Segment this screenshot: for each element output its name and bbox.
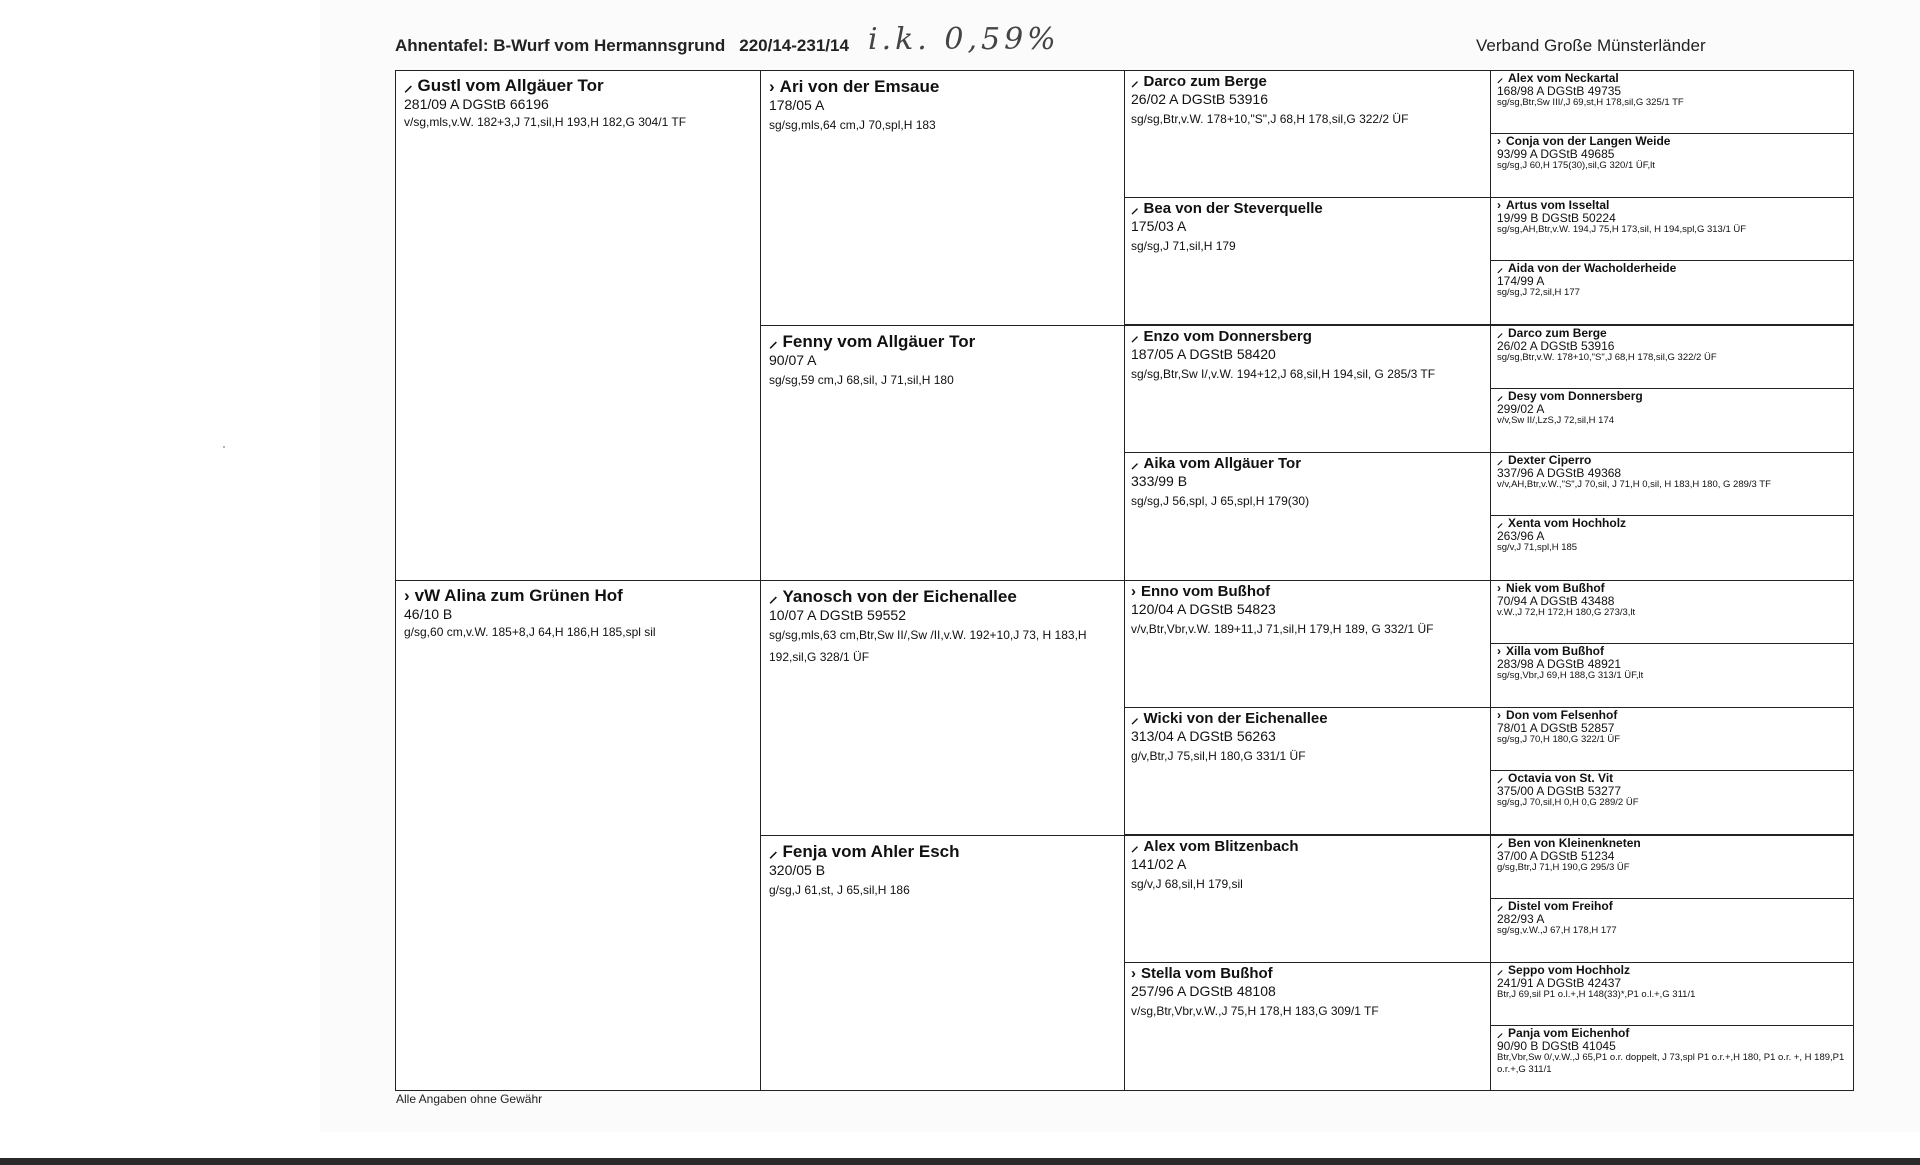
dog-name [1131,73,1484,91]
pedigree-box-gen4 [1490,452,1854,516]
sex-marker-icon: ⸝ [1497,326,1504,340]
sex-marker-icon: ⸝ [769,842,778,861]
performance-record: v/v,AH,Btr,v.W.,"S",J 70,sil, J 71,H 0,sil, H 183,H 180, G 289/3 TF [1497,479,1771,490]
registration-number: 313/04 A DGStB 56263 [1131,728,1276,744]
pedigree-box-gen2 [760,580,1125,836]
pedigree-box-gen2 [760,325,1125,581]
dog-name-text: Aida von der Wacholderheide [1508,261,1677,275]
sex-marker-icon: › [1497,198,1501,212]
performance-record: Btr,Vbr,Sw 0/,v.W.,J 65,P1 o.r. doppelt, J 73,spl P1 o.r.+,H 180, P1 o.r. +, H 189,P1 o.r.+,G 311/1 [1497,1052,1845,1075]
performance-record: v/sg,mls,v.W. 182+3,J 71,sil,H 193,H 182,G 304/1 TF [404,115,687,129]
dog-name [1131,200,1484,218]
pedigree-box-gen4 [1490,388,1854,453]
pedigree-box-gen4 [1490,707,1854,771]
dog-name-text: Enzo vom Donnersberg [1143,328,1312,345]
page-title [395,36,849,56]
registration-number: 70/94 A DGStB 43488 [1497,594,1615,608]
dog-name-text: Dexter Ciperro [1508,453,1592,467]
registration-number: 283/98 A DGStB 48921 [1497,657,1622,671]
performance-record: sg/sg,AH,Btr,v.W. 194,J 75,H 173,sil, H 194,spl,G 313/1 ÜF [1497,224,1747,235]
registration-number: 141/02 A [1131,856,1187,872]
dog-name [1497,900,1847,913]
performance-record: sg/sg,J 72,sil,H 177 [1497,287,1580,298]
dog-name [769,842,1116,862]
dog-name-text: Gustl vom Allgäuer Tor [417,76,604,95]
performance-record: sg/v,J 68,sil,H 179,sil [1131,877,1243,891]
performance-record: sg/sg,Vbr,J 69,H 188,G 313/1 ÜF,lt [1497,670,1644,681]
performance-record: sg/sg,mls,64 cm,J 70,spl,H 183 [769,118,936,132]
dog-name-text: Fenny vom Allgäuer Tor [782,332,976,351]
pedigree-box-gen1 [395,70,761,581]
dog-name [1131,328,1484,346]
performance-record: sg/sg,v.W.,J 67,H 178,H 177 [1497,925,1617,936]
registration-number: 175/03 A [1131,218,1187,234]
pedigree-box-gen3 [1124,580,1491,708]
pedigree-box-gen2 [760,835,1125,1091]
sex-marker-icon: › [404,586,410,605]
performance-record: g/sg,60 cm,v.W. 185+8,J 64,H 186,H 185,spl sil [404,625,656,639]
performance-record: sg/sg,J 70,sil,H 0,H 0,G 289/2 ÜF [1497,797,1639,808]
registration-number: 375/00 A DGStB 53277 [1497,784,1622,798]
performance-record: sg/sg,J 70,H 180,G 322/1 ÜF [1497,734,1621,745]
sex-marker-icon: ⸝ [404,76,413,95]
performance-record: v/v,Sw II/,LzS,J 72,sil,H 174 [1497,415,1615,426]
registration-number: 37/00 A DGStB 51234 [1497,849,1615,863]
pedigree-box-gen4 [1490,260,1854,325]
pedigree-box-gen4 [1490,1025,1854,1091]
sex-marker-icon: ⸝ [1497,453,1504,467]
sex-marker-icon: ⸝ [769,332,778,351]
dog-name-text: Fenja vom Ahler Esch [782,842,960,861]
dog-name-text: vW Alina zum Grünen Hof [414,586,623,605]
dog-name [1131,710,1484,728]
pedigree-box-gen4 [1490,325,1854,389]
dog-name [404,76,752,96]
dog-name-text: Alex vom Neckartal [1508,71,1619,85]
dog-name-text: Yanosch von der Eichenallee [782,587,1017,606]
dog-name [1131,838,1484,856]
registration-number: 257/96 A DGStB 48108 [1131,983,1276,999]
registration-number: 178/05 A [769,97,825,113]
dog-name-text: Ari von der Emsaue [779,77,940,96]
title-text: Ahnentafel: B-Wurf vom Hermannsgrund [395,36,726,55]
performance-record: sg/sg,J 60,H 175(30),sil,G 320/1 ÜF,lt [1497,160,1655,171]
pedigree-box-gen4 [1490,580,1854,644]
sex-marker-icon: ⸝ [1131,200,1139,217]
dog-name-text: Xenta vom Hochholz [1508,516,1627,530]
performance-record: g/sg,Btr,J 71,H 190,G 295/3 ÜF [1497,862,1630,873]
dog-name-text: Conja von der Langen Weide [1506,134,1671,148]
sex-marker-icon: ⸝ [1497,71,1504,85]
dog-name-text: Niek vom Bußhof [1506,581,1605,595]
registration-number: 46/10 B [404,606,453,622]
scan-speck [223,446,225,448]
performance-record: g/sg,J 61,st, J 65,sil,H 186 [769,883,910,897]
dog-name-text: Alex vom Blitzenbach [1143,838,1299,855]
pedigree-box-gen1 [395,580,761,1091]
dog-name-text: Wicki von der Eichenallee [1143,710,1328,727]
registration-number: 26/02 A DGStB 53916 [1131,91,1268,107]
performance-record: sg/sg,Btr,v.W. 178+10,"S",J 68,H 178,sil,G 322/2 ÜF [1497,352,1717,363]
registration-number: 78/01 A DGStB 52857 [1497,721,1615,735]
pedigree-box-gen4 [1490,643,1854,708]
dog-name-text: Bea von der Steverquelle [1143,200,1323,217]
pedigree-box-gen2 [760,70,1125,326]
sex-marker-icon: ⸝ [1497,261,1504,275]
sex-marker-icon: ⸝ [1131,838,1139,855]
sex-marker-icon: ⸝ [1131,455,1139,472]
organization-name: Verband Große Münsterländer [1476,36,1706,55]
registration-number: 187/05 A DGStB 58420 [1131,346,1276,362]
pedigree-box-gen4 [1490,962,1854,1026]
sex-marker-icon: › [1497,134,1501,148]
pedigree-box-gen4 [1490,835,1854,899]
dog-name [769,332,1116,352]
pedigree-box-gen3 [1124,707,1491,835]
sex-marker-icon: ⸝ [1131,73,1139,90]
pedigree-box-gen3 [1124,197,1491,325]
performance-record: sg/sg,Btr,v.W. 178+10,"S",J 68,H 178,sil,G 322/2 ÜF [1131,112,1409,126]
pedigree-box-gen4 [1490,515,1854,581]
dog-name-text: Panja vom Eichenhof [1508,1026,1630,1040]
performance-record: v/sg,Btr,Vbr,v.W.,J 75,H 178,H 183,G 309/1 TF [1131,1004,1379,1018]
registration-number: 333/99 B [1131,473,1188,489]
performance-record: sg/sg,J 56,spl, J 65,spl,H 179(30) [1131,494,1310,508]
handwritten-note: i.k. 0,59% [868,22,1060,57]
sex-marker-icon: › [1131,583,1136,600]
dog-name-text: Desy vom Donnersberg [1508,389,1643,403]
performance-record: sg/sg,mls,63 cm,Btr,Sw II/,Sw /II,v.W. 192+10,J 73, H 183,H 192,sil,G 328/1 ÜF [769,628,1087,664]
performance-record: g/v,Btr,J 75,sil,H 180,G 331/1 ÜF [1131,749,1306,763]
sex-marker-icon: ⸝ [1497,836,1504,850]
dog-name [1131,455,1484,473]
registration-number: 281/09 A DGStB 66196 [404,96,549,112]
sex-marker-icon: ⸝ [769,587,778,606]
registration-number: 168/98 A DGStB 49735 [1497,84,1622,98]
dog-name-text: Xilla vom Bußhof [1506,644,1605,658]
dog-name-text: Distel vom Freihof [1508,899,1613,913]
pedigree-box-gen4 [1490,70,1854,134]
registration-number: 282/93 A [1497,912,1545,926]
pedigree-box-gen4 [1490,133,1854,198]
sex-marker-icon: ⸝ [1131,710,1139,727]
performance-record: sg/sg,Btr,Sw III/,J 69,st,H 178,sil,G 325/1 TF [1497,97,1684,108]
dog-name-text: Artus vom Isseltal [1506,198,1610,212]
dog-name-text: Stella vom Bußhof [1141,965,1273,982]
dog-name [769,587,1116,607]
pedigree-box-gen3 [1124,452,1491,581]
dog-name [1497,390,1847,403]
registration-number: 90/90 B DGStB 41045 [1497,1039,1616,1053]
sex-marker-icon: ⸝ [1497,963,1504,977]
pedigree-box-gen4 [1490,898,1854,963]
sex-marker-icon: ⸝ [1497,1026,1504,1040]
sex-marker-icon: ⸝ [1497,899,1504,913]
registration-number: 299/02 A [1497,402,1545,416]
performance-record: v/v,Btr,Vbr,v.W. 189+11,J 71,sil,H 179,H 189, G 332/1 ÜF [1131,622,1434,636]
pedigree-box-gen4 [1490,770,1854,835]
sex-marker-icon: ⸝ [1497,771,1504,785]
dog-name [1131,965,1484,983]
registration-number: 120/04 A DGStB 54823 [1131,601,1276,617]
dog-name [769,77,1116,97]
registration-number: 93/99 A DGStB 49685 [1497,147,1615,161]
dog-name-text: Don vom Felsenhof [1506,708,1618,722]
dog-name [1131,583,1484,601]
dog-name [1497,262,1847,275]
pedigree-box-gen4 [1490,197,1854,261]
registration-number: 10/07 A DGStB 59552 [769,607,906,623]
dog-name [404,586,752,606]
performance-record: sg/v,J 71,spl,H 185 [1497,542,1578,553]
dog-name-text: Seppo vom Hochholz [1508,963,1631,977]
performance-record: v.W.,J 72,H 172,H 180,G 273/3,lt [1497,607,1636,618]
dog-name-text: Aika vom Allgäuer Tor [1143,455,1302,472]
dog-name [1497,517,1847,530]
registration-number: 19/99 B DGStB 50224 [1497,211,1616,225]
registration-number: 174/99 A [1497,274,1545,288]
performance-record: sg/sg,J 71,sil,H 179 [1131,239,1236,253]
performance-record: sg/sg,Btr,Sw I/,v.W. 194+12,J 68,sil,H 194,sil, G 285/3 TF [1131,367,1436,381]
sex-marker-icon: › [1497,581,1501,595]
pedigree-box-gen3 [1124,70,1491,198]
disclaimer-footer: Alle Angaben ohne Gewähr [396,1092,543,1106]
sex-marker-icon: › [769,77,775,96]
pedigree-box-gen3 [1124,835,1491,963]
registration-number: 241/91 A DGStB 42437 [1497,976,1622,990]
registration-number: 337/96 A DGStB 49368 [1497,466,1622,480]
sex-marker-icon: ⸝ [1497,389,1504,403]
dog-name-text: Octavia von St. Vit [1508,771,1614,785]
dog-name-text: Ben von Kleinenkneten [1508,836,1641,850]
sex-marker-icon: › [1497,644,1501,658]
registration-number: 320/05 B [769,862,826,878]
pedigree-box-gen3 [1124,962,1491,1091]
scanner-edge [0,1158,1920,1165]
sex-marker-icon: ⸝ [1497,516,1504,530]
performance-record: Btr,J 69,sil P1 o.l.+,H 148(33)*,P1 o.l.+,G 311/1 [1497,989,1696,1000]
pedigree-box-gen3 [1124,325,1491,453]
registration-number: 90/07 A [769,352,817,368]
sex-marker-icon: › [1131,965,1136,982]
dog-name-text: Enno vom Bußhof [1141,583,1271,600]
dog-name-text: Darco zum Berge [1143,73,1267,90]
litter-numbers: 220/14-231/14 [739,36,849,55]
performance-record: sg/sg,59 cm,J 68,sil, J 71,sil,H 180 [769,373,954,387]
sex-marker-icon: › [1497,708,1501,722]
sex-marker-icon: ⸝ [1131,328,1139,345]
registration-number: 26/02 A DGStB 53916 [1497,339,1615,353]
registration-number: 263/96 A [1497,529,1545,543]
dog-name-text: Darco zum Berge [1508,326,1607,340]
